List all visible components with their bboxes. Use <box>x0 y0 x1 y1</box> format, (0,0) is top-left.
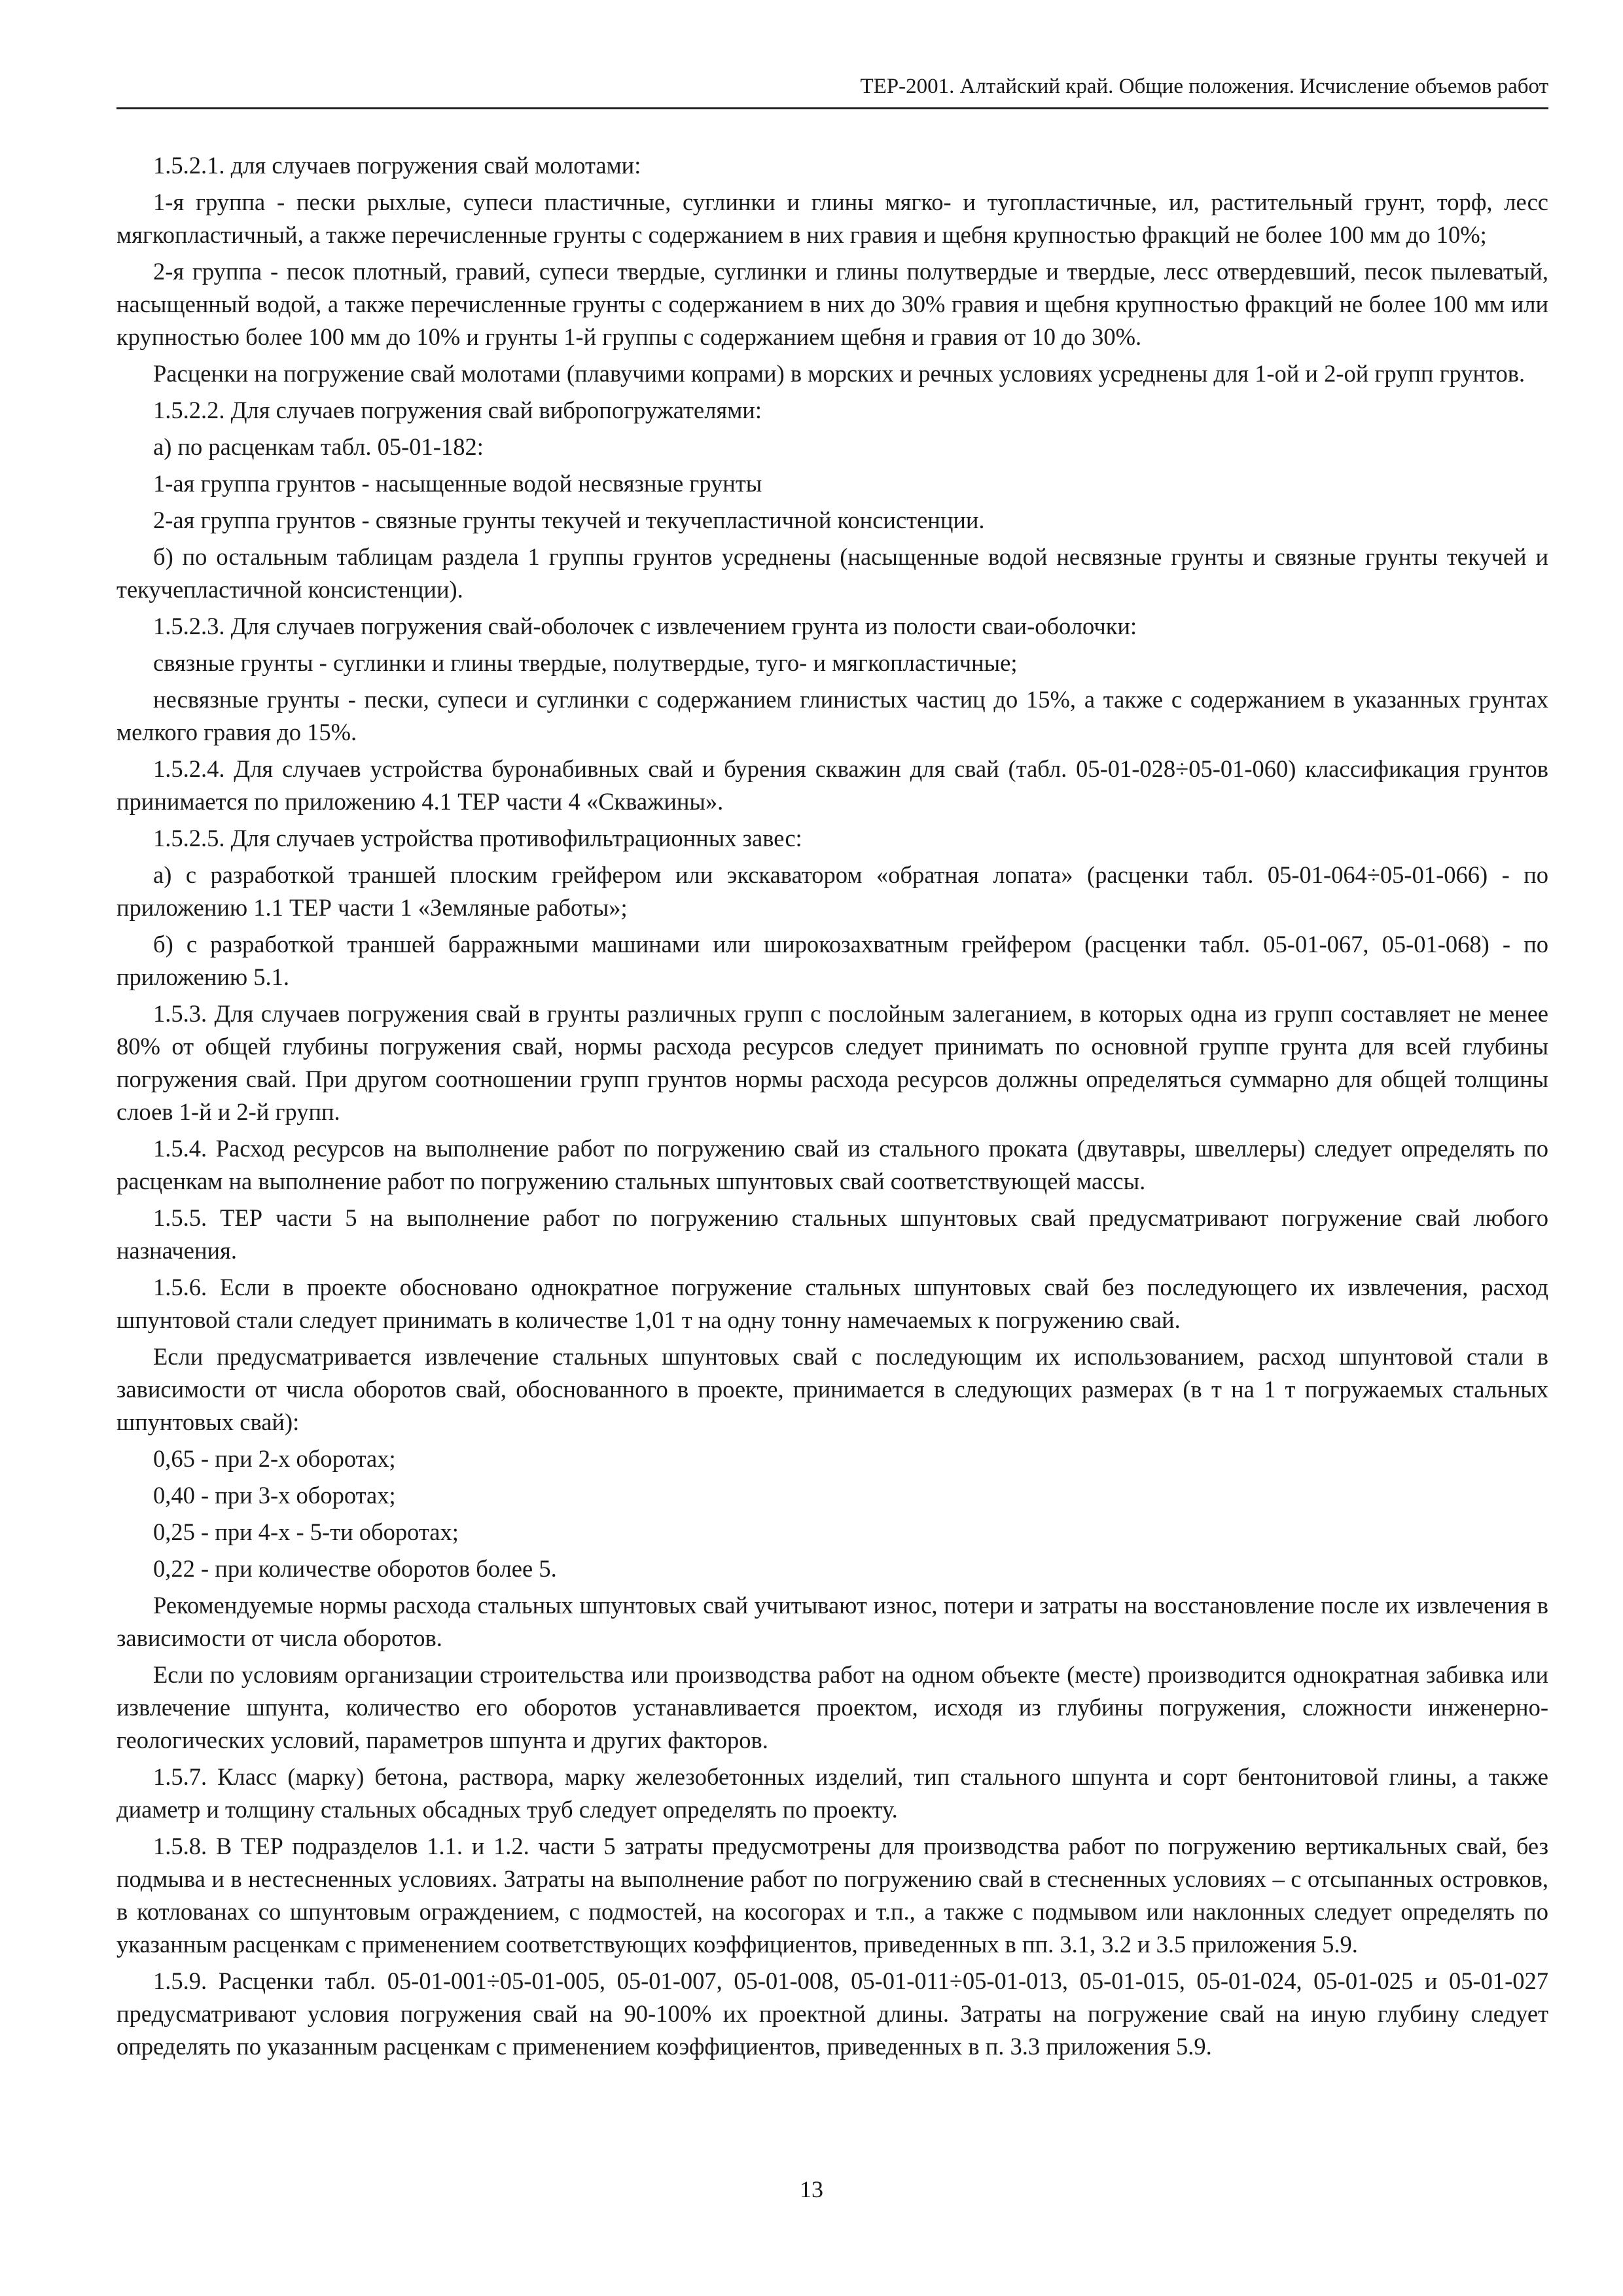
paragraph: 0,25 - при 4-х - 5-ти оборотах; <box>153 1518 459 1545</box>
paragraph: 1.5.2.2. Для случаев погружения свай вибропогружателями: <box>153 397 762 423</box>
paragraph: 1.5.9. Расценки табл. 05-01-001÷05-01-005, 05-01-007, 05-01-008, 05-01-011÷05-01-013, 05-01-015, 05-01-024, 05-01-025 и 05-01-027 предусматривают условия погружения свай на 90-100% их проектной длины. Затраты на погружение свай на иную глубину следует определять по указанным расценкам с применением коэффициентов, приведенных в п. 3.3 приложения 5.9. <box>116 1967 1548 2060</box>
paragraph: 1.5.7. Класс (марку) бетона, раствора, марку железобетонных изделий, тип стального шпунта и сорт бентонитовой глины, а также диаметр и толщину стальных обсадных труб следует определять по проекту. <box>116 1763 1548 1823</box>
paragraph: а) с разработкой траншей плоским грейфером или экскаватором «обратная лопата» (расценки табл. 05-01-064÷05-01-066) - по приложению 1.1 ТЕР части 1 «Земляные работы»; <box>116 861 1548 921</box>
paragraph: 1.5.2.1. для случаев погружения свай молотами: <box>153 152 641 179</box>
document-body <box>116 149 1548 2067</box>
paragraph: 1.5.4. Расход ресурсов на выполнение работ по погружению свай из стального проката (двутавры, швеллеры) следует определять по расценкам на выполнение работ по погружению стальных шпунтовых свай соответствующей массы. <box>116 1135 1548 1194</box>
paragraph: 1.5.3. Для случаев погружения свай в грунты различных групп с послойным залеганием, в которых одна из групп составляет не менее 80% от общей глубины погружения свай, нормы расхода ресурсов следует принимать по основной группе грунта для всей глубины погружения свай. При другом соотношении групп грунтов нормы расхода ресурсов должны определяться суммарно для общей толщины слоев 1-й и 2-й групп. <box>116 1000 1548 1125</box>
paragraph: 0,40 - при 3-х оборотах; <box>153 1482 396 1509</box>
paragraph: 2-ая группа грунтов - связные грунты текучей и текучепластичной консистенции. <box>153 507 985 533</box>
paragraph: связные грунты - суглинки и глины твердые, полутвердые, туго- и мягкопластичные; <box>153 649 1018 676</box>
paragraph: Расценки на погружение свай молотами (плавучими копрами) в морских и речных условиях усреднены для 1-ой и 2-ой групп грунтов. <box>153 360 1525 387</box>
paragraph: б) с разработкой траншей барражными машинами или широкозахватным грейфером (расценки табл. 05-01-067, 05-01-068) - по приложению 5.1. <box>116 931 1548 990</box>
paragraph: Рекомендуемые нормы расхода стальных шпунтовых свай учитывают износ, потери и затраты на восстановление после их извлечения в зависимости от числа оборотов. <box>116 1592 1548 1651</box>
paragraph: 1-ая группа грунтов - насыщенные водой несвязные грунты <box>153 470 762 497</box>
paragraph: а) по расценкам табл. 05-01-182: <box>153 433 484 460</box>
paragraph: несвязные грунты - пески, супеси и суглинки с содержанием глинистых частиц до 15%, а также с содержанием в указанных грунтах мелкого гравия до 15%. <box>116 686 1548 745</box>
paragraph: б) по остальным таблицам раздела 1 группы грунтов усреднены (насыщенные водой несвязные грунты и связные грунты текучей и текучепластичной консистенции). <box>116 543 1548 603</box>
page-number: 13 <box>800 2176 823 2202</box>
paragraph: 1-я группа - пески рыхлые, супеси пластичные, суглинки и глины мягко- и тугопластичные, ил, растительный грунт, торф, лесс мягкопластичный, а также перечисленные грунты с содержанием в них гравия и щебня крупностью фракций не более 100 мм до 10%; <box>116 188 1548 248</box>
paragraph: 1.5.2.4. Для случаев устройства буронабивных свай и бурения скважин для свай (табл. 05-01-028÷05-01-060) классификация грунтов принимается по приложению 4.1 ТЕР части 4 «Скважины». <box>116 755 1548 815</box>
paragraph: 1.5.2.3. Для случаев погружения свай-оболочек с извлечением грунта из полости сваи-оболочки: <box>153 613 1137 639</box>
paragraph: 1.5.2.5. Для случаев устройства противофильтрационных завес: <box>153 825 802 852</box>
paragraph: 1.5.8. В ТЕР подразделов 1.1. и 1.2. части 5 затраты предусмотрены для производства работ по погружению вертикальных свай, без подмыва и в нестесненных условиях. Затраты на выполнение работ по погружению свай в стесненных условиях – с отсыпанных островков, в котлованах со шпунтовым ограждением, с подмостей, на косогорах и т.п., а также с подмывом или наклонных следует определять по указанным расценкам с применением соответствующих коэффициентов, приведенных в пп. 3.1, 3.2 и 3.5 приложения 5.9. <box>116 1833 1548 1958</box>
paragraph: Если по условиям организации строительства или производства работ на одном объекте (месте) производится однократная забивка или извлечение шпунта, количество его оборотов устанавливается проектом, исходя из глубины погружения, сложности инженерно-геологических условий, параметров шпунта и других факторов. <box>116 1661 1548 1753</box>
document-title: ТЕР-2001. Алтайский край. Общие положения. Исчисление объемов работ <box>860 75 1548 98</box>
page-header <box>116 71 1548 109</box>
paragraph: Если предусматривается извлечение стальных шпунтовых свай с последующим их использованием, расход шпунтовой стали в зависимости от числа оборотов свай, обоснованного в проекте, принимается в следующих размерах (в т на 1 т погружаемых стальных шпунтовых свай): <box>116 1343 1548 1435</box>
paragraph: 2-я группа - песок плотный, гравий, супеси твердые, суглинки и глины полутвердые и твердые, лесс отвердевший, песок пылеватый, насыщенный водой, а также перечисленные грунты с содержанием в них до 30% гравия и щебня крупностью фракций не более 100 мм или крупностью более 100 мм до 10% и грунты 1-й группы с содержанием щебня и гравия от 10 до 30%. <box>116 258 1548 350</box>
paragraph: 1.5.5. ТЕР части 5 на выполнение работ по погружению стальных шпунтовых свай предусматривают погружение свай любого назначения. <box>116 1204 1548 1264</box>
paragraph: 0,65 - при 2-х оборотах; <box>153 1445 396 1472</box>
paragraph: 0,22 - при количестве оборотов более 5. <box>153 1555 557 1582</box>
paragraph: 1.5.6. Если в проекте обосновано однократное погружение стальных шпунтовых свай без последующего их извлечения, расход шпунтовой стали следует принимать в количестве 1,01 т на одну тонну намечаемых к погружению свай. <box>116 1274 1548 1333</box>
